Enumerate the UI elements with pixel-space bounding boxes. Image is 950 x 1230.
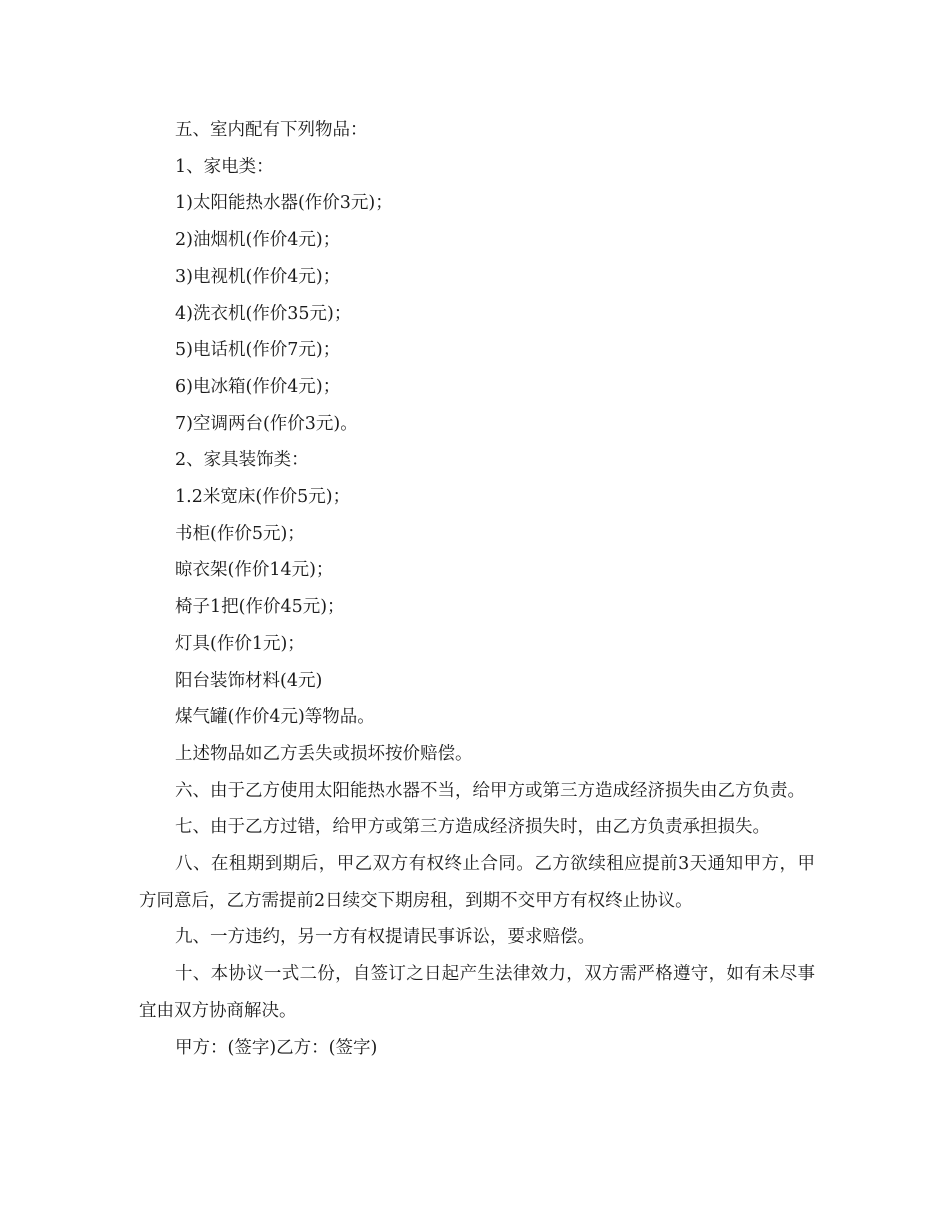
item-chair: 椅子1把(作价45元)；: [175, 597, 345, 618]
item-range-hood: 2)油烟机(作价4元)；: [175, 230, 341, 251]
item-solar-water-heater: 1)太阳能热水器(作价3元)；: [175, 193, 393, 214]
category-appliances-heading: 1、家电类：: [175, 156, 274, 177]
item-telephone: 5)电话机(作价7元)；: [175, 340, 341, 361]
signature-line: 甲方：(签字)乙方：(签字): [175, 1037, 378, 1058]
document-body: [139, 112, 815, 1066]
item-balcony-materials: 阳台装饰材料(4元): [175, 670, 323, 691]
item-lamps: 灯具(作价1元)；: [175, 633, 305, 654]
section-9-paragraph: 九、一方违约，另一方有权提请民事诉讼，要求赔偿。: [175, 927, 595, 948]
item-bookcase: 书柜(作价5元)；: [175, 523, 305, 544]
section-6-paragraph: 六、由于乙方使用太阳能热水器不当，给甲方或第三方造成经济损失由乙方负责。: [175, 780, 805, 801]
item-gas-tank: 煤气罐(作价4元)等物品。: [175, 707, 375, 728]
section-5-heading: 五、室内配有下列物品：: [175, 120, 368, 140]
item-bed: 1.2米宽床(作价5元)；: [175, 487, 351, 508]
item-air-conditioners: 7)空调两台(作价3元)。: [175, 413, 358, 434]
item-clothes-rack: 晾衣架(作价14元)；: [175, 560, 334, 581]
item-refrigerator: 6)电冰箱(作价4元)；: [175, 376, 341, 397]
category-furniture-heading: 2、家具装饰类：: [175, 450, 309, 471]
section-10-paragraph: 十、本协议一式二份，自签订之日起产生法律效力，双方需严格遵守，如有未尽事宜由双方协商解决。: [139, 964, 815, 1021]
item-television: 3)电视机(作价4元)；: [175, 266, 341, 287]
compensation-clause: 上述物品如乙方丢失或损坏按价赔偿。: [175, 743, 473, 764]
section-7-paragraph: 七、由于乙方过错，给甲方或第三方造成经济损失时，由乙方负责承担损失。: [175, 817, 770, 838]
item-washing-machine: 4)洗衣机(作价35元)；: [175, 303, 352, 324]
section-8-paragraph: 八、在租期到期后，甲乙双方有权终止合同。乙方欲续租应提前3天通知甲方，甲方同意后，乙方需提前2日续交下期房租，到期不交甲方有权终止协议。: [139, 854, 815, 911]
